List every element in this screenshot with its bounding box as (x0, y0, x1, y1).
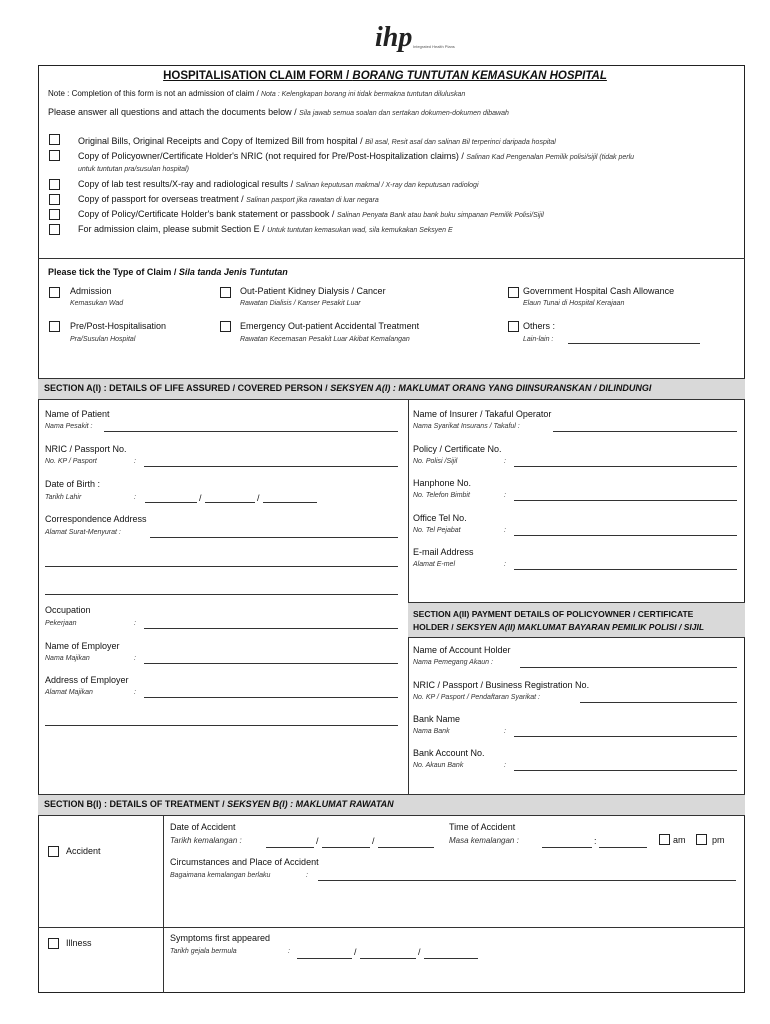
claim-sub-others: Lain-lain : (523, 336, 554, 343)
doc-item-nric (78, 151, 634, 161)
policy-input[interactable] (514, 466, 737, 467)
account-no-colon: : (504, 762, 506, 769)
email-input[interactable] (514, 569, 737, 570)
policy-sub: No. Polisi /Sijil (413, 458, 458, 465)
section-a-column-divider (408, 400, 409, 794)
registration-sub: No. KP / Pasport / Pendaftaran Syarikat : (413, 694, 540, 701)
note-ms: Nota : Kelengkapan borang ini tidak bermakna tuntutan diluluskan (260, 91, 466, 98)
account-no-label: Bank Account No. (413, 748, 485, 758)
section-a1-header (38, 378, 745, 400)
claim-label-dialysis: Out-Patient Kidney Dialysis / Cancer (240, 286, 386, 296)
company-logo (355, 22, 455, 62)
account-no-sub: No. Akaun Bank (413, 762, 464, 769)
office-tel-label: Office Tel No. (413, 513, 467, 523)
illness-checkbox[interactable] (48, 938, 59, 949)
employer-address-colon: : (134, 689, 136, 696)
instruction-ms: Sila jawab semua soalan dan sertakan dokumen-dokumen dibawah (299, 110, 509, 117)
note-en: Note : Completion of this form is not an admission of claim / (48, 89, 261, 98)
accident-date-slash: / (316, 836, 319, 846)
account-holder-input[interactable] (520, 667, 737, 668)
claim-sub-gov-cash: Elaun Tunai di Hospital Kerajaan (523, 300, 625, 307)
employer-input[interactable] (144, 663, 398, 664)
instruction-en: Please answer all questions and attach the documents below / (48, 107, 300, 117)
bank-name-input[interactable] (514, 736, 737, 737)
doc-item-ms: Salinan keputusan makmal / X-ray dan keputusan radiologi (295, 182, 479, 189)
address-input-3[interactable] (45, 594, 398, 595)
claim-sub-pre-post: Pra/Susulan Hospital (70, 336, 136, 343)
occupation-sub: Pekerjaan (45, 620, 77, 627)
address-label: Correspondence Address (45, 514, 147, 524)
doc-item-section-e (78, 224, 453, 234)
doc-item-ms: Bil asal, Resit asal dan salinan Bil terperinci daripada hospital (365, 139, 556, 146)
accident-time-colon: : (594, 836, 597, 846)
section-a2-header-line2 (413, 621, 740, 634)
claim-sub-dialysis: Rawatan Dialisis / Kanser Pesakit Luar (240, 300, 361, 307)
section-b1-header-en: SECTION B(I) : DETAILS OF TREATMENT / (44, 799, 228, 809)
time-of-accident-label: Time of Accident (449, 822, 516, 832)
accident-day-input[interactable] (266, 847, 314, 848)
hanphone-sub: No. Telefon Bimbit (413, 492, 470, 499)
email-label: E-mail Address (413, 547, 474, 557)
claim-label-others: Others : (523, 321, 556, 331)
address-sub: Alamat Surat-Menyurat : (45, 529, 121, 536)
nric-colon: : (134, 458, 136, 465)
doc-item-ms: Salinan pasport jika rawatan di luar negara (246, 197, 379, 204)
nric-sub: No. KP / Pasport (45, 458, 97, 465)
dob-month-input[interactable] (205, 502, 255, 503)
form-note (48, 89, 465, 98)
illness-label: Illness (66, 938, 92, 948)
employer-label: Name of Employer (45, 641, 120, 651)
registration-label: NRIC / Passport / Business Registration No. (413, 680, 590, 690)
bank-name-label: Bank Name (413, 714, 461, 724)
accident-year-input[interactable] (378, 847, 434, 848)
dob-label: Date of Birth : (45, 479, 101, 489)
symptoms-date-slash: / (354, 947, 357, 957)
accident-label: Accident (66, 846, 101, 856)
section-a1-header-en: SECTION A(I) : DETAILS OF LIFE ASSURED / COVERED PERSON / (44, 383, 331, 393)
am-label: am (673, 835, 686, 845)
am-checkbox[interactable] (659, 834, 670, 845)
doc-checkbox-bills[interactable] (49, 134, 60, 145)
nric-label: NRIC / Passport No. (45, 444, 127, 454)
hanphone-colon: : (504, 492, 506, 499)
claim-checkbox-pre-post[interactable] (49, 321, 60, 332)
claim-type-heading (48, 267, 288, 277)
claim-checkbox-dialysis[interactable] (220, 287, 231, 298)
symptoms-label: Symptoms first appeared (170, 933, 271, 943)
hanphone-label: Hanphone No. (413, 478, 472, 488)
others-input-line[interactable] (568, 343, 700, 344)
doc-item-ms: Salinan Penyata Bank atau bank buku simpanan Pemilik Polisi/Sijil (336, 212, 544, 219)
pm-label: pm (712, 835, 725, 845)
bank-name-sub: Nama Bank (413, 728, 450, 735)
section-a2-header-ms: SEKSYEN A(II) MAKLUMAT BAYARAN PEMILIK POLISI / SIJIL (455, 622, 705, 632)
doc-item-en: Copy of lab test results/X-ray and radiological results / (78, 179, 296, 189)
registration-input[interactable] (580, 702, 737, 703)
employer-address-input-2[interactable] (45, 725, 398, 726)
claim-checkbox-others[interactable] (508, 321, 519, 332)
accident-date-slash: / (372, 836, 375, 846)
claim-type-heading-ms: Sila tanda Jenis Tuntutan (178, 267, 288, 277)
circumstances-label: Circumstances and Place of Accident (170, 857, 319, 867)
logo-tagline: Integrated Health Plans (413, 44, 455, 49)
accident-hour-input[interactable] (542, 847, 592, 848)
account-holder-label: Name of Account Holder (413, 645, 511, 655)
section-b-row-divider (38, 927, 745, 928)
section-a2-header-line1: SECTION A(II) PAYMENT DETAILS OF POLICYOWNER / CERTIFICATE (413, 609, 694, 619)
dob-slash: / (199, 493, 202, 503)
employer-sub: Nama Majikan (45, 655, 90, 662)
patient-name-sub: Nama Pesakit : (45, 423, 93, 430)
address-input-2[interactable] (45, 566, 398, 567)
doc-item-bills (78, 136, 556, 146)
insurer-label: Name of Insurer / Takaful Operator (413, 409, 552, 419)
circumstances-input[interactable] (318, 880, 736, 881)
address-input-1[interactable] (150, 537, 398, 538)
doc-item-ms: Untuk tuntutan kemasukan wad, sila kemukakan Seksyen E (267, 227, 453, 234)
employer-address-label: Address of Employer (45, 675, 129, 685)
section-a2-header (408, 602, 745, 638)
doc-item-nric-cont: untuk tuntutan pra/susulan hospital) (78, 166, 189, 173)
date-of-accident-label: Date of Accident (170, 822, 236, 832)
symptoms-day-input[interactable] (297, 958, 352, 959)
claim-label-emergency: Emergency Out-patient Accidental Treatment (240, 321, 420, 331)
patient-name-input[interactable] (104, 431, 398, 432)
dob-slash: / (257, 493, 260, 503)
doc-item-ms: Salinan Kad Pengenalan Pemilik polisi/sijil (tidak perlu (466, 154, 635, 161)
employer-colon: : (134, 655, 136, 662)
accident-month-input[interactable] (322, 847, 370, 848)
claim-label-admission: Admission (70, 286, 112, 296)
dob-year-input[interactable] (263, 502, 317, 503)
symptoms-date-slash: / (418, 947, 421, 957)
claim-checkbox-admission[interactable] (49, 287, 60, 298)
bank-name-colon: : (504, 728, 506, 735)
doc-item-en: Copy of Policyowner/Certificate Holder's NRIC (not required for Pre/Post-Hospitalization claims) / (78, 151, 467, 161)
policy-label: Policy / Certificate No. (413, 444, 502, 454)
date-of-accident-sub: Tarikh kemalangan : (170, 836, 242, 845)
claim-sub-emergency: Rawatan Kecemasan Pesakit Luar Akibat Kemalangan (240, 336, 410, 343)
claim-sub-admission: Kemasukan Wad (70, 300, 124, 307)
office-tel-input[interactable] (514, 535, 737, 536)
doc-checkbox-section-e[interactable] (49, 224, 60, 235)
symptoms-colon: : (288, 948, 290, 955)
form-instruction (48, 107, 509, 117)
symptoms-sub: Tarikh gejala bermula (170, 948, 237, 955)
doc-item-en: For admission claim, please submit Section E / (78, 224, 268, 234)
email-colon: : (504, 561, 506, 568)
doc-item-lab (78, 179, 479, 189)
circumstances-sub: Bagaimana kemalangan berlaku (170, 872, 271, 879)
logo-mark: ihp (375, 22, 413, 53)
account-holder-sub: Nama Pemegang Akaun : (413, 659, 493, 666)
accident-minute-input[interactable] (599, 847, 647, 848)
claim-label-pre-post: Pre/Post-Hospitalisation (70, 321, 167, 331)
office-tel-sub: No. Tel Pejabat (413, 527, 461, 534)
divider (38, 258, 745, 259)
employer-address-sub: Alamat Majikan (45, 689, 93, 696)
employer-address-input-1[interactable] (144, 697, 398, 698)
doc-checkbox-bank[interactable] (49, 209, 60, 220)
nric-input[interactable] (144, 466, 398, 467)
section-b-column-divider (163, 816, 164, 993)
dob-sub: Tarikh Lahir (45, 494, 82, 501)
section-a2-header-en: HOLDER / (413, 622, 456, 632)
accident-checkbox[interactable] (48, 846, 59, 857)
section-b1-header (38, 794, 745, 816)
form-title (0, 70, 770, 82)
doc-checkbox-lab[interactable] (49, 179, 60, 190)
claim-checkbox-emergency[interactable] (220, 321, 231, 332)
occupation-colon: : (134, 620, 136, 627)
insurer-input[interactable] (553, 431, 737, 432)
section-b1-header-ms: SEKSYEN B(I) : MAKLUMAT RAWATAN (227, 799, 394, 809)
doc-item-passport (78, 194, 379, 204)
doc-item-bank (78, 209, 544, 219)
dob-day-input[interactable] (145, 502, 197, 503)
doc-checkbox-passport[interactable] (49, 194, 60, 205)
office-tel-colon: : (504, 527, 506, 534)
claim-checkbox-gov-cash[interactable] (508, 287, 519, 298)
dob-colon: : (134, 494, 136, 501)
occupation-label: Occupation (45, 605, 91, 615)
occupation-input[interactable] (144, 628, 398, 629)
symptoms-year-input[interactable] (424, 958, 478, 959)
claim-label-gov-cash: Government Hospital Cash Allowance (523, 286, 675, 296)
section-a1-header-ms: SEKSYEN A(I) : MAKLUMAT ORANG YANG DIINSURANSKAN / DILINDUNGI (330, 383, 652, 393)
title-ms: BORANG TUNTUTAN KEMASUKAN HOSPITAL (352, 70, 607, 82)
symptoms-month-input[interactable] (360, 958, 416, 959)
insurer-sub: Nama Syarikat Insurans / Takaful : (413, 423, 520, 430)
circumstances-colon: : (306, 872, 308, 879)
account-no-input[interactable] (514, 770, 737, 771)
email-sub: Alamat E-mel (413, 561, 456, 568)
form-frame (38, 65, 745, 993)
pm-checkbox[interactable] (696, 834, 707, 845)
doc-item-en: Copy of passport for overseas treatment / (78, 194, 247, 204)
hanphone-input[interactable] (514, 500, 737, 501)
policy-colon: : (504, 458, 506, 465)
claim-type-heading-en: Please tick the Type of Claim / (48, 267, 179, 277)
doc-item-en: Original Bills, Original Receipts and Copy of Itemized Bill from hospital / (78, 136, 366, 146)
doc-checkbox-nric[interactable] (49, 150, 60, 161)
time-of-accident-sub: Masa kemalangan : (449, 836, 519, 845)
title-en: HOSPITALISATION CLAIM FORM / (163, 70, 353, 82)
patient-name-label: Name of Patient (45, 409, 110, 419)
doc-item-en: Copy of Policy/Certificate Holder's bank statement or passbook / (78, 209, 337, 219)
